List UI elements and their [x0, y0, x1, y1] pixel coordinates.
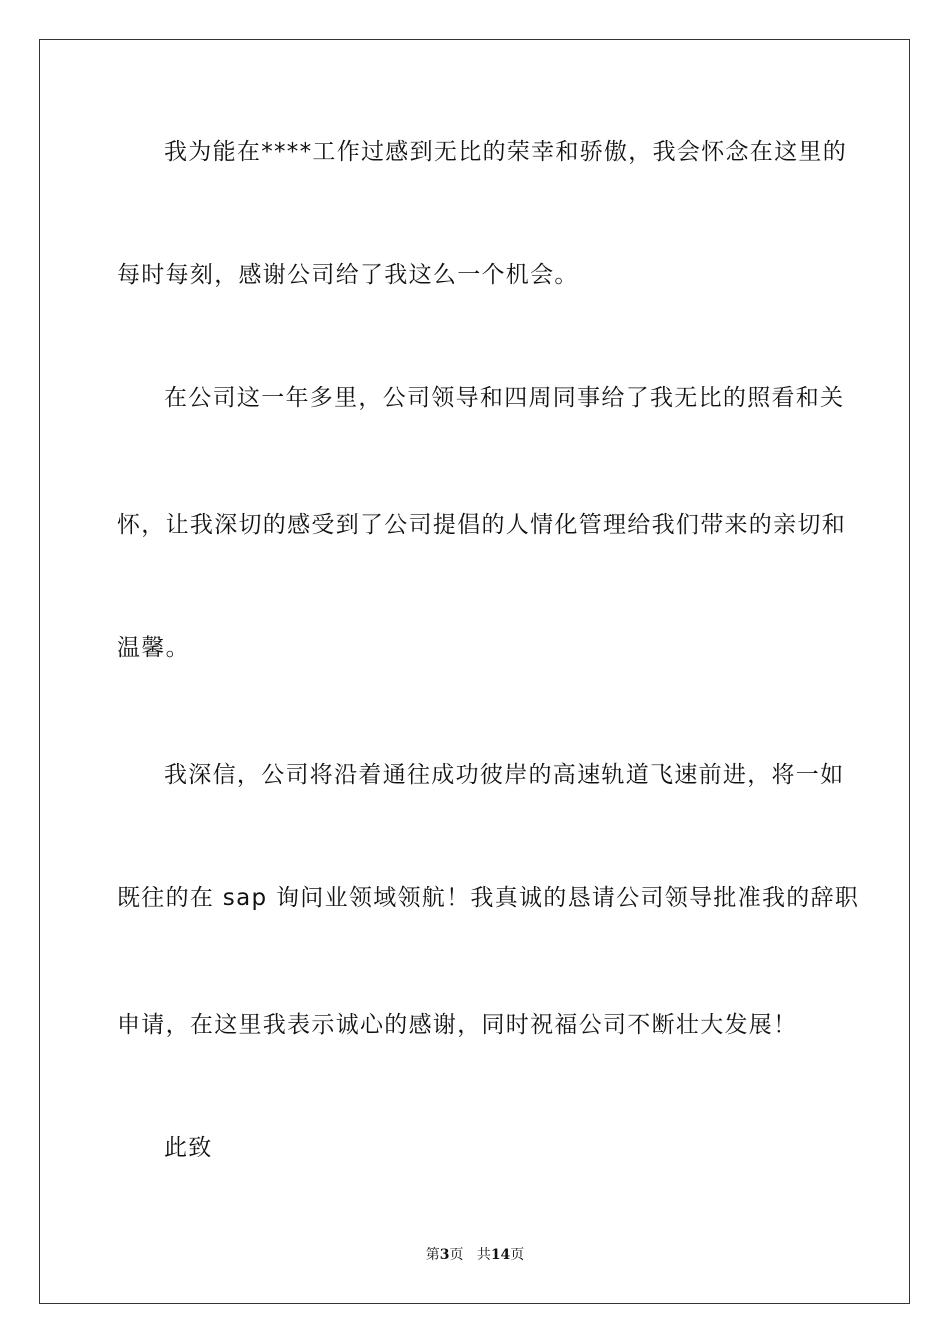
page-footer [0, 1246, 950, 1264]
page-prefix: 第 [425, 1247, 440, 1263]
body-line: 我为能在****工作过感到无比的荣幸和骄傲，我会怀念在这里的 [164, 139, 847, 165]
page-suffix: 页 [449, 1247, 464, 1263]
body-line: 申请，在这里我表示诚心的感谢，同时祝福公司不断壮大发展！ [117, 1012, 798, 1038]
body-line: 我深信，公司将沿着通往成功彼岸的高速轨道飞速前进，将一如 [164, 762, 845, 788]
total-prefix: 共 [476, 1247, 491, 1263]
total-suffix: 页 [510, 1247, 525, 1263]
body-line: 在公司这一年多里，公司领导和四周同事给了我无比的照看和关 [164, 385, 845, 411]
closing-salutation: 此致 [164, 1135, 213, 1161]
body-line: 每时每刻，感谢公司给了我这么一个机会。 [117, 262, 579, 288]
total-pages: 14 [490, 1247, 511, 1263]
page-number: 3 [439, 1247, 450, 1263]
body-line: 既往的在 sap 询问业领域领航！我真诚的恳请公司领导批准我的辞职 [117, 885, 860, 911]
page-border [39, 39, 910, 1304]
body-line: 温馨。 [117, 635, 190, 661]
body-line: 怀，让我深切的感受到了公司提倡的人情化管理给我们带来的亲切和 [117, 512, 846, 538]
